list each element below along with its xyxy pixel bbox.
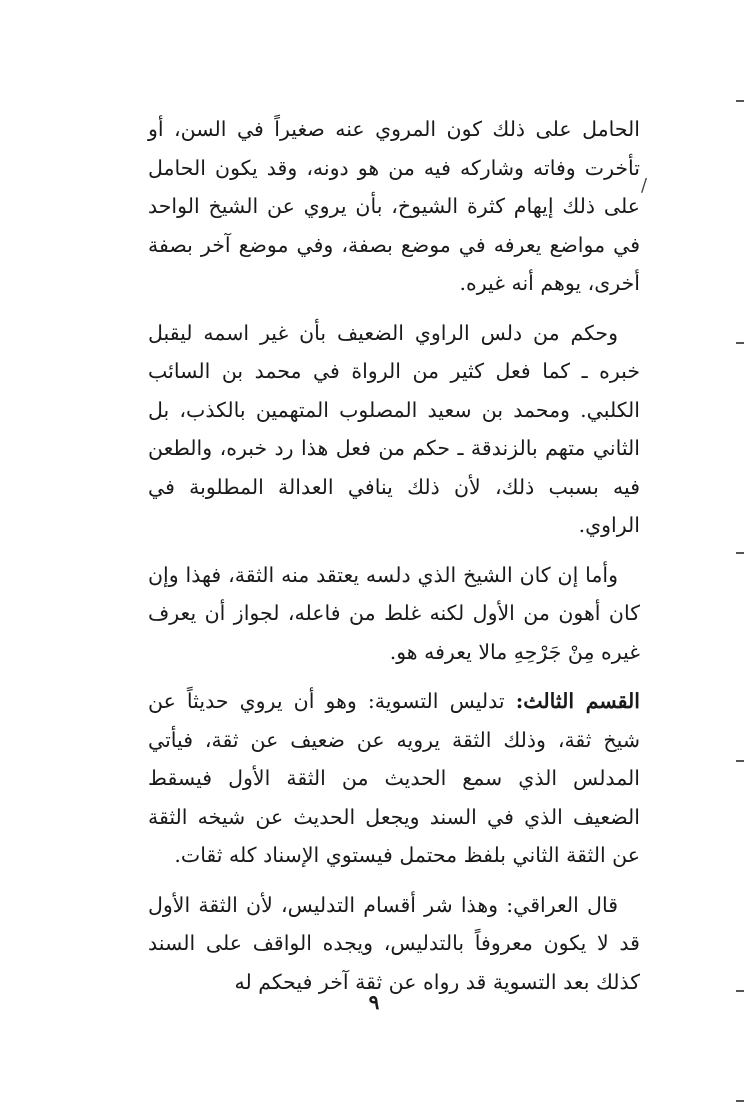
paragraph-3-text: وأما إن كان الشيخ الذي دلسه يعتقد منه الثقة، فهذا وإن كان أهون من الأول لكنه غلط من فاعله، لجواز أن يعرف غيره مِنْ جَرْحِهِ مالا يعرفه هو. bbox=[148, 562, 640, 664]
paragraph-1-text: الحامل على ذلك كون المروي عنه صغيراً في السن، أو تأخرت وفاته وشاركه فيه من هو دونه، وقد يكون الحامل على ذلك إيهام كثرة الشيوخ، بأن يروي عن الشيخ الواحد في مواضع يعرفه في موضع بصفة، وفي موضع آخر بصفة أخرى، يوهم أنه غيره. bbox=[148, 117, 640, 295]
section-heading-third: القسم الثالث: bbox=[515, 689, 640, 713]
paragraph-5 bbox=[148, 886, 640, 1002]
page-number: ٩ bbox=[368, 990, 380, 1014]
paragraph-2-text: وحكم من دلس الراوي الضعيف بأن غير اسمه ليقبل خبره ـ كما فعل كثير من الرواة في محمد بن السائب الكلبي. ومحمد بن سعيد المصلوب المتهمين بالكذب، بل الثاني متهم بالزندقة ـ حكم من فعل هذا رد خبره، والطعن فيه بسبب ذلك، لأن ذلك ينافي العدالة المطلوبة في الراوي. bbox=[148, 320, 640, 537]
margin-tick-mark bbox=[736, 100, 744, 102]
paragraph-3 bbox=[148, 556, 640, 672]
paragraph-2 bbox=[148, 314, 640, 545]
margin-tick-mark bbox=[736, 760, 744, 762]
paragraph-1 bbox=[148, 110, 640, 303]
margin-tick-mark bbox=[736, 552, 744, 554]
paragraph-4-text: تدليس التسوية: وهو أن يروي حديثاً عن شيخ ثقة، وذلك الثقة يرويه عن ضعيف عن ثقة، فيأتي المدلس الذي سمع الحديث من الثقة الأول فيسقط الضعيف الذي في السند ويجعل الحديث عن شيخه الثقة عن الثقة الثاني بلفظ محتمل فيستوي الإسناد كله ثقات. bbox=[148, 689, 640, 867]
margin-slash-mark: / bbox=[641, 175, 648, 196]
margin-tick-mark bbox=[736, 990, 744, 992]
paragraph-4 bbox=[148, 682, 640, 875]
paragraph-5-text: قال العراقي: وهذا شر أقسام التدليس، لأن الثقة الأول قد لا يكون معروفاً بالتدليس، ويجده الواقف على السند كذلك بعد التسوية قد رواه عن ثقة آخر فيحكم له bbox=[148, 892, 640, 994]
margin-tick-mark bbox=[736, 1100, 744, 1102]
margin-tick-mark bbox=[736, 342, 744, 344]
page-body bbox=[148, 110, 640, 1012]
